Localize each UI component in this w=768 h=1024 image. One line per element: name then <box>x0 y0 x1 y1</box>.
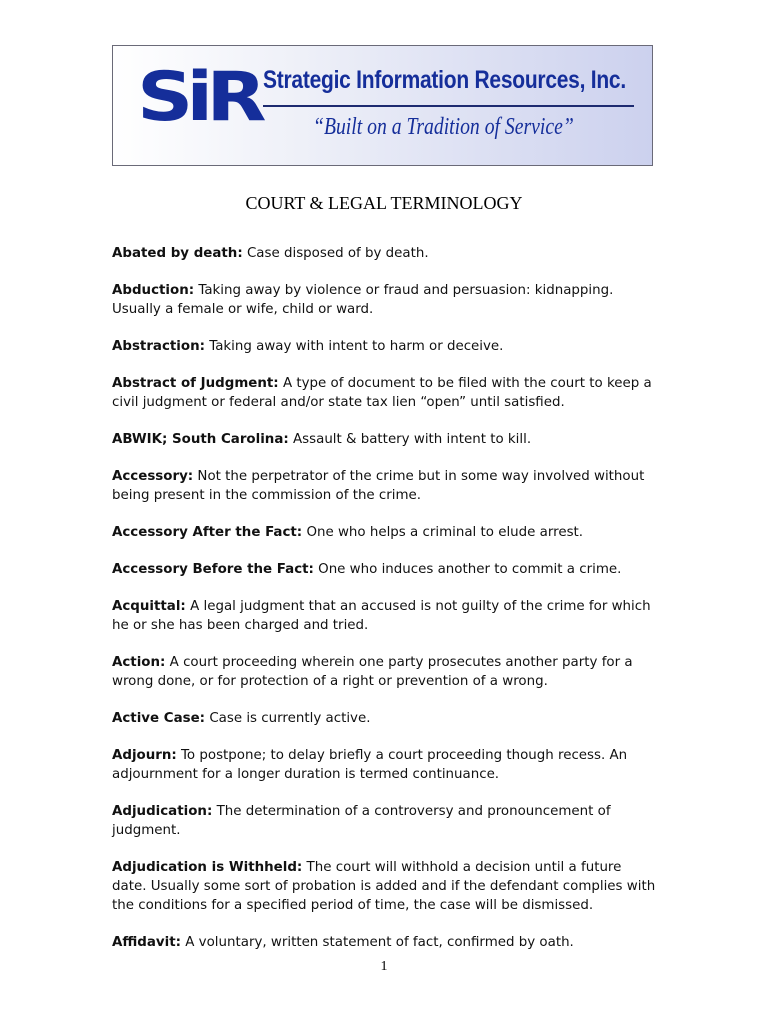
term-definition: One who helps a criminal to elude arrest. <box>306 525 584 540</box>
term-definition: Case disposed of by death. <box>246 246 429 261</box>
term-name: Accessory: <box>112 469 194 484</box>
term-name: Accessory After the Fact: <box>112 525 303 540</box>
term-entry <box>112 933 657 952</box>
term-entry <box>112 597 657 635</box>
sir-logo: SiR <box>137 58 260 137</box>
term-definition: Taking away with intent to harm or deceive. <box>209 339 504 354</box>
term-name: Action: <box>112 655 166 670</box>
document-title: COURT & LEGAL TERMINOLOGY <box>245 193 523 213</box>
term-name: Adjudication is Withheld: <box>112 860 303 875</box>
term-name: Adjudication: <box>112 804 213 819</box>
term-definition: A voluntary, written statement of fact, confirmed by oath. <box>185 935 574 950</box>
term-entry <box>112 374 657 412</box>
term-definition: To postpone; to delay briefly a court proceeding though recess. An adjournment for a longer duration is termed continuance. <box>112 748 628 782</box>
term-name: Active Case: <box>112 711 206 726</box>
term-entry <box>112 653 657 691</box>
company-banner <box>112 45 653 166</box>
term-name: Abated by death: <box>112 246 243 261</box>
term-definition: Case is currently active. <box>209 711 371 726</box>
term-entry <box>112 802 657 840</box>
term-name: Accessory Before the Fact: <box>112 562 314 577</box>
term-entry <box>112 430 657 449</box>
term-name: Acquittal: <box>112 599 186 614</box>
term-entry <box>112 281 657 319</box>
term-definition: A court proceeding wherein one party prosecutes another party for a wrong done, or for protection of a right or prevention of a wrong. <box>112 655 633 689</box>
term-entry <box>112 709 657 728</box>
term-definition: The determination of a controversy and pronouncement of judgment. <box>112 804 611 838</box>
banner-divider <box>263 105 634 107</box>
term-name: Adjourn: <box>112 748 177 763</box>
term-entry <box>112 467 657 505</box>
term-entry <box>112 337 657 356</box>
terms-list <box>112 244 657 970</box>
term-entry <box>112 523 657 542</box>
term-entry <box>112 858 657 915</box>
term-entry <box>112 244 657 263</box>
term-name: Abduction: <box>112 283 195 298</box>
term-definition: The court will withhold a decision until a future date. Usually some sort of probation is added and if the defendant complies with the conditions for a specified period of time, the case will be dismissed. <box>112 860 656 913</box>
term-definition: One who induces another to commit a crime. <box>318 562 622 577</box>
term-name: ABWIK; South Carolina: <box>112 432 289 447</box>
term-definition: A legal judgment that an accused is not guilty of the crime for which he or she has been charged and tried. <box>112 599 651 633</box>
page-number: 1 <box>380 959 388 974</box>
term-definition: Assault & battery with intent to kill. <box>293 432 532 447</box>
term-name: Abstraction: <box>112 339 205 354</box>
term-name: Abstract of Judgment: <box>112 376 279 391</box>
company-name: Strategic Information Resources, Inc. <box>263 66 626 94</box>
term-entry <box>112 746 657 784</box>
term-entry <box>112 560 657 579</box>
term-definition: Taking away by violence or fraud and persuasion: kidnapping. Usually a female or wife, child or ward. <box>112 283 614 317</box>
company-tagline: “Built on a Tradition of Service” <box>313 114 574 140</box>
term-definition: A type of document to be filed with the court to keep a civil judgment or federal and/or state tax lien “open” until satisfied. <box>112 376 652 410</box>
term-definition: Not the perpetrator of the crime but in some way involved without being present in the commission of the crime. <box>112 469 645 503</box>
term-name: Affidavit: <box>112 935 181 950</box>
